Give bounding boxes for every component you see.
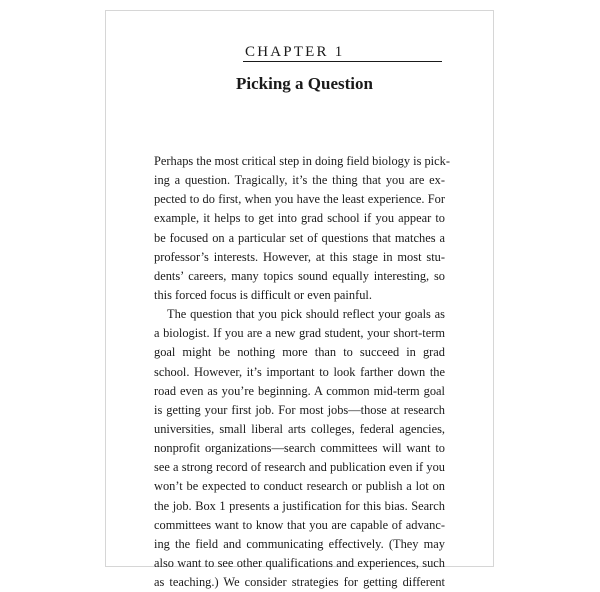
text-line: is getting your first job. For most jobs—those at research	[154, 402, 445, 417]
text-line: committees want to know that you are capable of advanc-	[154, 517, 445, 532]
chapter-label: CHAPTER 1	[245, 44, 345, 60]
book-page	[105, 10, 494, 590]
text-line: goal might be nothing more than to succeed in grad	[154, 345, 445, 360]
text-line: a biologist. If you are a new grad student, your short-term	[154, 326, 445, 341]
text-line: dents’ careers, many topics sound equally interesting, so	[154, 268, 445, 283]
text-line: school. However, it’s important to look farther down the	[154, 364, 445, 379]
text-line: ing a question. Tragically, it’s the thing that you are ex-	[154, 173, 445, 188]
body-text	[154, 152, 450, 592]
text-line: as teaching.) We consider strategies for getting different	[154, 575, 445, 590]
text-line: see a strong record of research and publication even if you	[154, 460, 445, 475]
text-line: won’t be expected to conduct research or publish a lot on	[154, 479, 445, 494]
text-line: professor’s interests. However, at this stage in most stu-	[154, 249, 445, 264]
chapter-rule	[243, 61, 442, 62]
text-line: Perhaps the most critical step in doing field biology is pick-	[154, 154, 450, 168]
text-line: example, it helps to get into grad school if you appear to	[154, 211, 445, 226]
text-line: pected to do first, when you have the least experience. For	[154, 192, 445, 207]
text-line: road even as you’re beginning. A common mid-term goal	[154, 383, 445, 398]
text-line: The question that you pick should reflect your goals as	[167, 307, 445, 322]
text-line: this forced focus is difficult or even painful.	[154, 287, 372, 302]
text-line: the job. Box 1 presents a justification for this bias. Search	[154, 498, 445, 513]
paragraph-2	[154, 305, 445, 592]
text-line: universities, small liberal arts colleges, federal agencies,	[154, 421, 445, 436]
paragraph-1	[154, 152, 450, 305]
chapter-title: Picking a Question	[236, 74, 373, 93]
text-line: nonprofit organizations—search committees will want to	[154, 441, 445, 456]
text-line: ing the field and communicating effectively. (They may	[154, 536, 445, 551]
text-line: be focused on a particular set of questions that matches a	[154, 230, 445, 245]
text-line: also want to see other qualifications and experiences, such	[154, 555, 445, 570]
